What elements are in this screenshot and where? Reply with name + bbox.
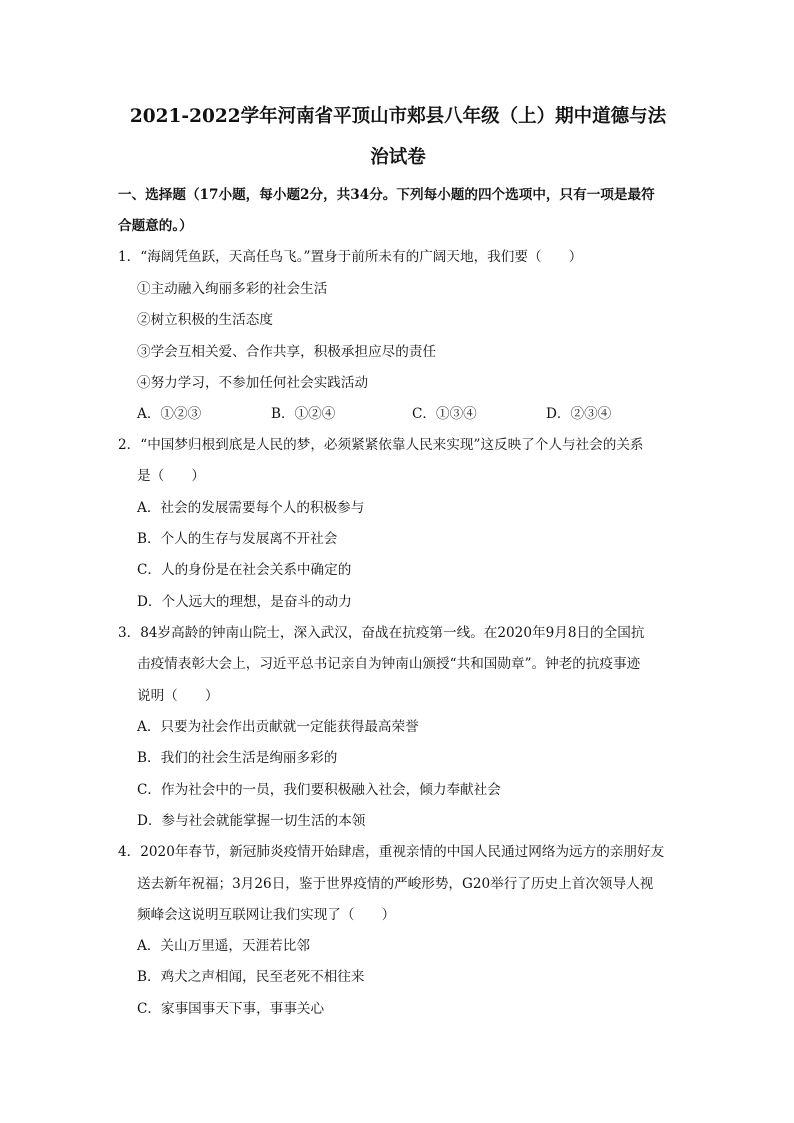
exam-title-line-1: 2021-2022学年河南省平顶山市郏县八年级（上）期中道德与法	[129, 106, 667, 127]
question-4-stem-line-1: 4．2020年春节，新冠肺炎疫情开始肆虐，重视亲情的中国人民通过网络为远方的亲朋好友	[118, 844, 665, 860]
question-2-option-a[interactable]: A．社会的发展需要每个人的积极参与	[137, 500, 365, 516]
question-3-option-c[interactable]: C．作为社会中的一员，我们要积极融入社会，倾力奉献社会	[137, 782, 501, 798]
question-1-stem: 1．“海阔凭鱼跃，天高任鸟飞。”置身于前所未有的广阔天地，我们要（ ）	[118, 249, 583, 265]
question-1-option-d[interactable]: D．②③④	[546, 406, 612, 422]
question-1-option-a[interactable]: A．①②③	[137, 406, 202, 422]
question-4-option-c[interactable]: C．家事国事天下事，事事关心	[137, 1001, 325, 1017]
question-4-stem-line-2: 送去新年祝福；3月26日，鉴于世界疫情的严峻形势，G20举行了历史上首次领导人视	[137, 876, 654, 892]
question-4-option-a[interactable]: A．关山万里遥，天涯若比邻	[137, 938, 310, 954]
question-2-stem-line-1: 2．“中国梦归根到底是人民的梦，必须紧紧依靠人民来实现”这反映了个人与社会的关系	[118, 437, 644, 453]
section-heading-line-1: 一、选择题（17小题，每小题2分，共34分。下列每小题的四个选项中，只有一项是最符	[118, 187, 655, 203]
question-1-option-c[interactable]: C．①③④	[412, 406, 477, 422]
question-1-item-1: ①主动融入绚丽多彩的社会生活	[137, 281, 328, 297]
question-3-stem-line-1: 3．84岁高龄的钟南山院士，深入武汉，奋战在抗疫第一线。在2020年9月8日的全国抗	[118, 625, 645, 641]
section-heading-line-2: 合题意的。）	[118, 218, 193, 234]
question-2-option-b[interactable]: B．个人的生存与发展离不开社会	[137, 531, 338, 547]
question-2-option-d[interactable]: D．个人远大的理想，是奋斗的动力	[137, 594, 352, 610]
question-2-option-c[interactable]: C．人的身份是在社会关系中确定的	[137, 562, 352, 578]
question-1-item-3: ③学会互相关爱、合作共享，积极承担应尽的责任	[137, 344, 437, 360]
question-1-item-4: ④努力学习，不参加任何社会实践活动	[137, 375, 369, 391]
question-4-stem-line-3: 频峰会这说明互联网让我们实现了（ ）	[137, 907, 396, 923]
question-1-item-2: ②树立积极的生活态度	[137, 312, 273, 328]
question-3-option-a[interactable]: A．只要为社会作出贡献就一定能获得最高荣誉	[137, 719, 419, 735]
exam-title-line-2: 治试卷	[370, 147, 426, 168]
question-3-stem-line-2: 击疫情表彰大会上，习近平总书记亲自为钟南山颁授“共和国勋章”。钟老的抗疫事迹	[137, 656, 641, 672]
question-3-option-d[interactable]: D．参与社会就能掌握一切生活的本领	[137, 813, 366, 829]
question-3-stem-line-3: 说明（ ）	[137, 688, 219, 704]
question-4-option-b[interactable]: B．鸡犬之声相闻，民至老死不相往来	[137, 969, 365, 985]
question-2-stem-line-2: 是（ ）	[137, 468, 205, 484]
question-3-option-b[interactable]: B．我们的社会生活是绚丽多彩的	[137, 750, 338, 766]
question-1-option-b[interactable]: B．①②④	[271, 406, 336, 422]
